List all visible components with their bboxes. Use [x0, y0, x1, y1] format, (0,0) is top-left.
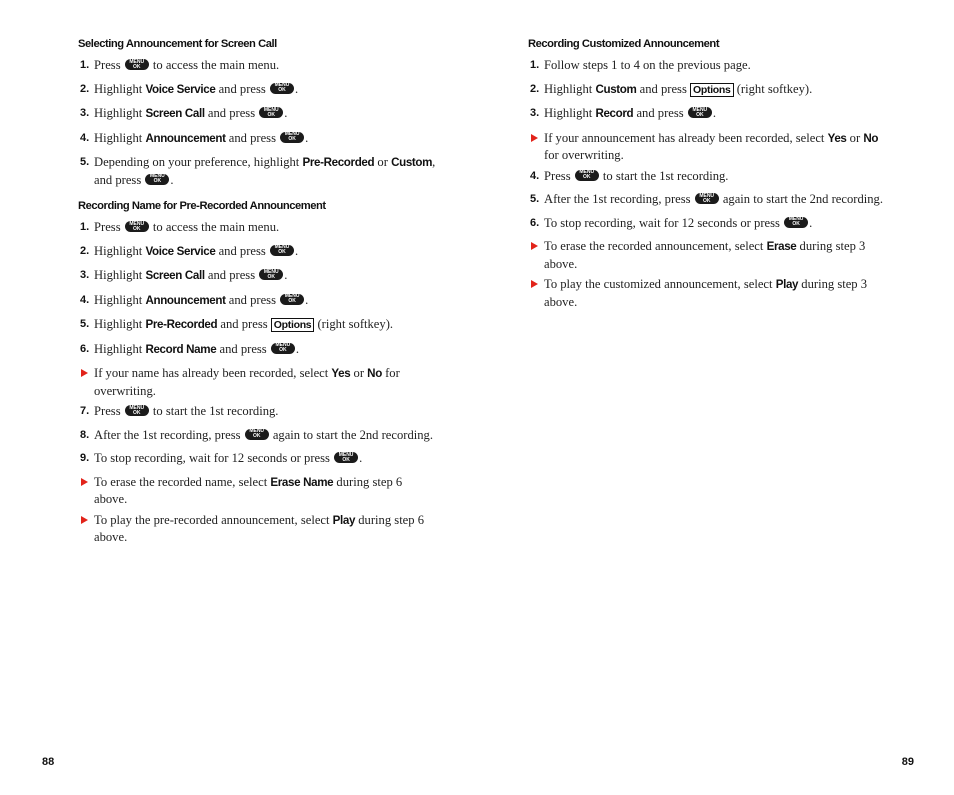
step-item	[78, 341, 438, 359]
step-number: 5.	[80, 156, 90, 168]
step-text: and press	[636, 81, 691, 96]
menu-key-label: MENU	[129, 405, 145, 411]
step-text: Press	[94, 404, 124, 418]
step-number: 6.	[80, 342, 90, 355]
menu-option-name: Pre-Recorded	[302, 156, 375, 169]
step-text: and press	[215, 81, 269, 96]
step-text: again to start the 2nd recording.	[269, 427, 434, 442]
menu-option-name: Erase Name	[270, 475, 334, 489]
bullet-note	[78, 474, 438, 508]
menu-option-name: Announcement	[145, 131, 226, 145]
step-text: .	[284, 106, 288, 120]
step-text: during step 3 above.	[544, 239, 866, 271]
menu-ok-key-icon	[271, 343, 295, 354]
step-text: .	[284, 268, 288, 282]
menu-key-label: MENU	[263, 269, 279, 275]
step-item	[78, 219, 438, 236]
step-text: Highlight	[94, 81, 146, 96]
menu-key-label: MENU	[692, 107, 708, 113]
bullet-note	[528, 238, 888, 272]
menu-option-name: Screen Call	[145, 269, 205, 282]
menu-ok-key-icon	[784, 217, 808, 228]
step-text: After the 1st recording, press	[94, 427, 244, 442]
menu-option-name: Pre-Recorded	[145, 318, 218, 331]
step-text: and press	[204, 106, 259, 120]
step-text: during step 6 above.	[94, 474, 403, 506]
menu-option-name: Voice Service	[145, 82, 216, 96]
step-text: Highlight	[94, 292, 146, 307]
menu-ok-key-icon	[270, 245, 294, 256]
menu-key-label: MENU	[284, 131, 300, 137]
menu-option-name: Yes	[827, 131, 847, 145]
step-text: Depending on your preference, highlight	[94, 155, 303, 169]
step-text: .	[294, 81, 299, 96]
menu-ok-key-icon	[125, 405, 149, 416]
step-text: , and press	[94, 155, 436, 187]
step-text: and press	[225, 292, 280, 307]
red-triangle-bullet-icon	[81, 516, 88, 524]
menu-option-name: Screen Call	[145, 107, 205, 120]
menu-key-label: MENU	[249, 428, 265, 434]
page-number-right: 89	[901, 756, 914, 768]
step-item	[78, 130, 438, 148]
step-text: Highlight	[94, 243, 146, 258]
section-heading: Recording Name for Pre-Recorded Announcement	[78, 200, 326, 212]
step-number: 1.	[80, 59, 90, 71]
step-number: 2.	[80, 244, 90, 257]
step-number: 4.	[80, 131, 90, 144]
ok-key-label: OK	[696, 111, 704, 118]
menu-option-name: Yes	[331, 367, 351, 380]
bullet-note	[78, 365, 438, 399]
menu-key-label: MENU	[129, 59, 145, 65]
menu-ok-key-icon	[125, 221, 149, 232]
bullet-note	[528, 276, 888, 310]
step-text: Highlight	[544, 81, 596, 96]
right-page-column	[528, 38, 888, 314]
step-text: .	[305, 130, 309, 145]
bullet-note	[528, 130, 888, 164]
step-text: If your announcement has already been recorded, select	[544, 130, 828, 145]
step-number: 1.	[530, 59, 540, 71]
ok-key-label: OK	[278, 249, 286, 255]
step-text: .	[294, 243, 299, 258]
menu-key-label: MENU	[274, 82, 290, 88]
page-number-left: 88	[42, 756, 55, 768]
step-text: (right softkey).	[733, 81, 813, 96]
ok-key-label: OK	[288, 298, 296, 304]
step-text: Highlight	[94, 106, 146, 120]
step-number: 5.	[80, 318, 90, 330]
menu-option-name: Voice Service	[145, 244, 216, 258]
step-text: and press	[204, 268, 259, 282]
ok-key-label: OK	[278, 87, 286, 93]
step-text: Press	[544, 168, 574, 183]
step-text: or	[374, 155, 392, 169]
section-heading: Selecting Announcement for Screen Call	[78, 38, 277, 50]
menu-ok-key-icon	[125, 59, 149, 70]
menu-ok-key-icon	[245, 429, 269, 440]
menu-ok-key-icon	[280, 132, 304, 143]
step-text: .	[170, 172, 174, 187]
step-text: Highlight	[544, 106, 596, 120]
ok-key-label: OK	[288, 136, 296, 142]
red-triangle-bullet-icon	[531, 280, 538, 288]
bullet-note	[78, 512, 438, 546]
step-number: 8.	[80, 428, 90, 441]
step-item	[78, 81, 438, 99]
menu-key-label: MENU	[129, 221, 145, 227]
step-text: to start the 1st recording.	[599, 168, 729, 183]
ok-key-label: OK	[133, 225, 141, 232]
ok-key-label: OK	[153, 178, 162, 184]
step-item	[528, 168, 888, 185]
menu-option-name: No	[367, 367, 382, 380]
step-number: 1.	[80, 221, 90, 233]
menu-option-name: Custom	[595, 82, 637, 96]
step-number: 3.	[530, 107, 540, 119]
menu-ok-key-icon	[259, 107, 283, 118]
step-text: or	[846, 130, 864, 145]
menu-key-label: MENU	[263, 107, 279, 113]
step-text: (right softkey).	[314, 317, 394, 331]
menu-option-name: Record	[595, 107, 634, 120]
step-number: 4.	[530, 169, 540, 182]
red-triangle-bullet-icon	[81, 369, 88, 377]
menu-ok-key-icon	[270, 83, 294, 94]
step-text: .	[359, 451, 363, 465]
menu-option-name: Play	[332, 513, 356, 527]
step-item	[78, 267, 438, 285]
step-text: To play the pre-recorded announcement, select	[94, 512, 333, 527]
menu-key-label: MENU	[284, 293, 300, 299]
step-item	[78, 292, 438, 310]
red-triangle-bullet-icon	[81, 478, 88, 486]
menu-key-label: MENU	[150, 173, 165, 179]
step-number: 9.	[80, 452, 90, 464]
step-list	[528, 57, 888, 310]
red-triangle-bullet-icon	[531, 134, 538, 142]
step-number: 3.	[80, 107, 90, 119]
menu-key-label: MENU	[788, 216, 804, 222]
left-page-column	[78, 38, 438, 550]
step-item	[528, 57, 888, 74]
step-text: and press	[216, 341, 270, 356]
menu-option-name: Play	[775, 278, 799, 291]
step-text: To erase the recorded announcement, select	[544, 239, 767, 253]
menu-ok-key-icon	[575, 170, 599, 181]
step-text: or	[350, 366, 368, 380]
menu-ok-key-icon	[280, 294, 304, 305]
step-list	[78, 57, 438, 188]
step-text: during step 6 above.	[94, 512, 425, 544]
step-text: .	[809, 215, 813, 230]
step-number: 3.	[80, 269, 90, 281]
ok-key-label: OK	[583, 174, 591, 180]
step-text: If your name has already been recorded, select	[94, 366, 332, 380]
step-text: .	[305, 292, 309, 307]
menu-key-label: MENU	[338, 452, 354, 458]
step-item	[528, 191, 888, 208]
step-item	[528, 215, 888, 232]
step-text: .	[712, 106, 716, 120]
menu-ok-key-icon	[688, 107, 712, 118]
step-text: for overwriting.	[544, 148, 624, 162]
step-item	[78, 154, 438, 188]
menu-ok-key-icon	[145, 174, 169, 185]
menu-option-name: No	[863, 131, 879, 145]
step-item	[78, 243, 438, 261]
step-text: After the 1st recording, press	[544, 192, 694, 206]
step-text: and press	[225, 130, 280, 145]
ok-key-label: OK	[267, 111, 276, 118]
step-item	[78, 427, 438, 444]
options-softkey-label: Options	[271, 318, 315, 332]
menu-key-label: MENU	[579, 169, 595, 175]
step-text: to access the main menu.	[149, 220, 280, 234]
step-number: 7.	[80, 405, 90, 417]
step-text: Highlight	[94, 268, 146, 282]
step-text: and press	[633, 106, 687, 120]
step-item	[78, 450, 438, 467]
step-text: Follow steps 1 to 4 on the previous page.	[544, 58, 751, 72]
menu-ok-key-icon	[695, 193, 719, 204]
step-list	[78, 219, 438, 546]
step-item	[78, 316, 438, 334]
step-item	[528, 105, 888, 123]
menu-key-label: MENU	[274, 244, 290, 250]
step-text: Highlight	[94, 341, 146, 356]
step-number: 2.	[80, 82, 90, 95]
options-softkey-label: Options	[690, 83, 734, 97]
step-text: Press	[94, 58, 124, 72]
step-text: To erase the recorded name, select	[94, 474, 271, 489]
menu-option-name: Custom	[391, 156, 433, 169]
menu-option-name: Announcement	[145, 293, 226, 307]
menu-ok-key-icon	[334, 452, 358, 463]
step-number: 5.	[530, 193, 540, 205]
step-number: 2.	[530, 82, 540, 95]
step-text: .	[295, 341, 300, 356]
step-text: Highlight	[94, 317, 146, 331]
ok-key-label: OK	[792, 221, 800, 227]
step-number: 4.	[80, 293, 90, 306]
step-text: again to start the 2nd recording.	[719, 192, 884, 206]
menu-key-label: MENU	[699, 193, 715, 199]
step-number: 6.	[530, 216, 540, 229]
menu-key-label: MENU	[275, 342, 291, 348]
ok-key-label: OK	[267, 273, 276, 280]
ok-key-label: OK	[133, 63, 141, 70]
step-text: for overwriting.	[94, 366, 400, 398]
step-text: To stop recording, wait for 12 seconds or press	[544, 215, 784, 230]
step-text: and press	[215, 243, 269, 258]
ok-key-label: OK	[342, 456, 350, 463]
step-text: to access the main menu.	[149, 58, 280, 72]
step-text: Highlight	[94, 130, 146, 145]
menu-ok-key-icon	[259, 269, 283, 280]
menu-option-name: Record Name	[145, 342, 217, 356]
step-item	[78, 403, 438, 420]
ok-key-label: OK	[252, 433, 261, 439]
step-item	[528, 81, 888, 99]
step-text: during step 3 above.	[544, 277, 868, 309]
ok-key-label: OK	[702, 197, 711, 204]
step-text: Press	[94, 220, 124, 234]
step-text: and press	[217, 317, 271, 331]
section-heading: Recording Customized Announcement	[528, 38, 720, 50]
red-triangle-bullet-icon	[531, 242, 538, 250]
ok-key-label: OK	[133, 409, 141, 416]
menu-option-name: Erase	[766, 240, 797, 253]
step-item	[78, 105, 438, 123]
step-item	[78, 57, 438, 74]
step-text: to start the 1st recording.	[149, 404, 279, 418]
step-text: To play the customized announcement, select	[544, 277, 776, 291]
step-text: To stop recording, wait for 12 seconds or press	[94, 451, 334, 465]
ok-key-label: OK	[279, 347, 287, 353]
